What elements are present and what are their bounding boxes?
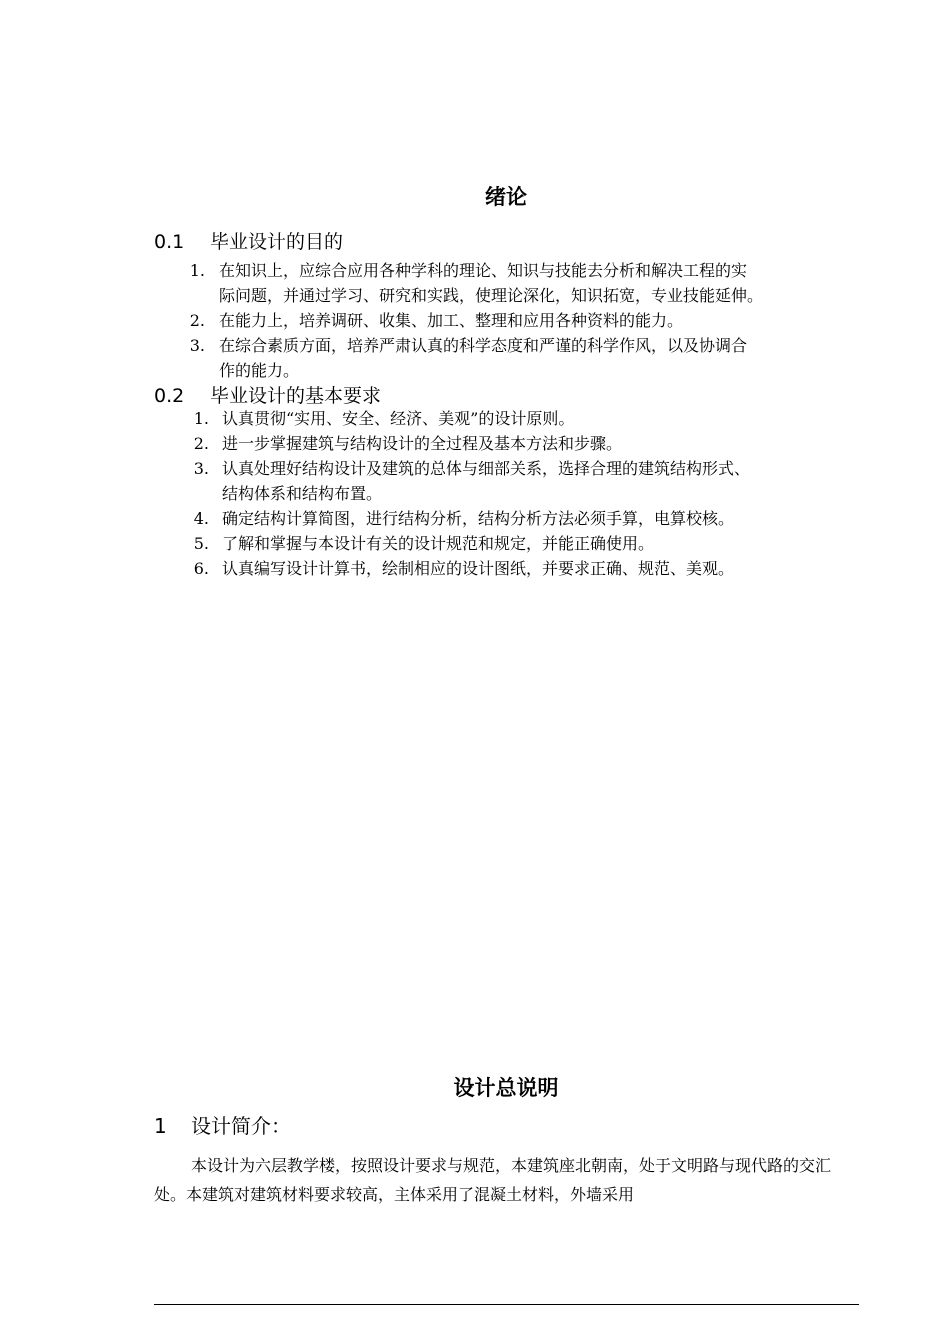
list-item — [189, 506, 750, 531]
design-paragraph: 本设计为六层教学楼，按照设计要求与规范，本建筑座北朝南，处于文明路与现代路的交汇处。本建筑对建筑材料要求较高，主体采用了混凝土材料，外墙采用 — [154, 1156, 832, 1204]
item-line: 在知识上，应综合应用各种学科的理论、知识与技能去分析和解决工程的实 — [219, 261, 748, 280]
item-number: 6. — [193, 559, 209, 578]
item-number: 2. — [189, 311, 205, 330]
item-number: 1. — [189, 261, 205, 280]
list-item — [185, 258, 763, 308]
item-line: 确定结构计算简图，进行结构分析，结构分析方法必须手算，电算校核。 — [222, 509, 735, 528]
section-title: 设计简介： — [191, 1114, 291, 1138]
item-number: 2. — [193, 434, 209, 453]
item-line: 作的能力。 — [219, 361, 300, 380]
list-item — [185, 308, 763, 333]
item-line: 认真贯彻“实用、安全、经济、美观”的设计原则。 — [222, 409, 575, 428]
section-number: 0.2 — [154, 385, 185, 407]
item-line: 了解和掌握与本设计有关的设计规范和规定，并能正确使用。 — [222, 534, 655, 553]
design-section-heading — [154, 1110, 291, 1139]
item-number: 5. — [193, 534, 209, 553]
section-title: 毕业设计的目的 — [210, 231, 344, 253]
item-line: 在综合素质方面，培养严肃认真的科学态度和严谨的科学作风，以及协调合 — [219, 336, 748, 355]
purpose-list — [185, 258, 763, 383]
item-line: 结构体系和结构布置。 — [222, 484, 383, 503]
design-title: 设计总说明 — [453, 1076, 559, 1100]
section-heading-0-1 — [154, 227, 343, 254]
item-number: 3. — [189, 336, 205, 355]
list-item — [189, 431, 750, 456]
section-number: 0.1 — [154, 231, 185, 253]
footer-rule — [154, 1304, 859, 1305]
list-item — [189, 406, 750, 431]
item-line: 际问题，并通过学习、研究和实践，使理论深化，知识拓宽，专业技能延伸。 — [219, 286, 764, 305]
item-line: 进一步掌握建筑与结构设计的全过程及基本方法和步骤。 — [222, 434, 623, 453]
item-line: 认真处理好结构设计及建筑的总体与细部关系，选择合理的建筑结构形式、 — [222, 459, 751, 478]
item-line: 认真编写设计计算书，绘制相应的设计图纸，并要求正确、规范、美观。 — [222, 559, 735, 578]
item-number: 4. — [193, 509, 209, 528]
item-line: 在能力上，培养调研、收集、加工、整理和应用各种资料的能力。 — [219, 311, 684, 330]
list-item — [189, 531, 750, 556]
list-item — [185, 333, 763, 383]
section-title: 毕业设计的基本要求 — [210, 385, 382, 407]
item-number: 3. — [193, 459, 209, 478]
section-number: 1 — [154, 1114, 167, 1138]
requirements-list — [189, 406, 750, 581]
intro-title: 绪论 — [485, 185, 527, 209]
item-number: 1. — [193, 409, 209, 428]
list-item — [189, 456, 750, 506]
section-heading-0-2 — [154, 381, 381, 408]
list-item — [189, 556, 750, 581]
